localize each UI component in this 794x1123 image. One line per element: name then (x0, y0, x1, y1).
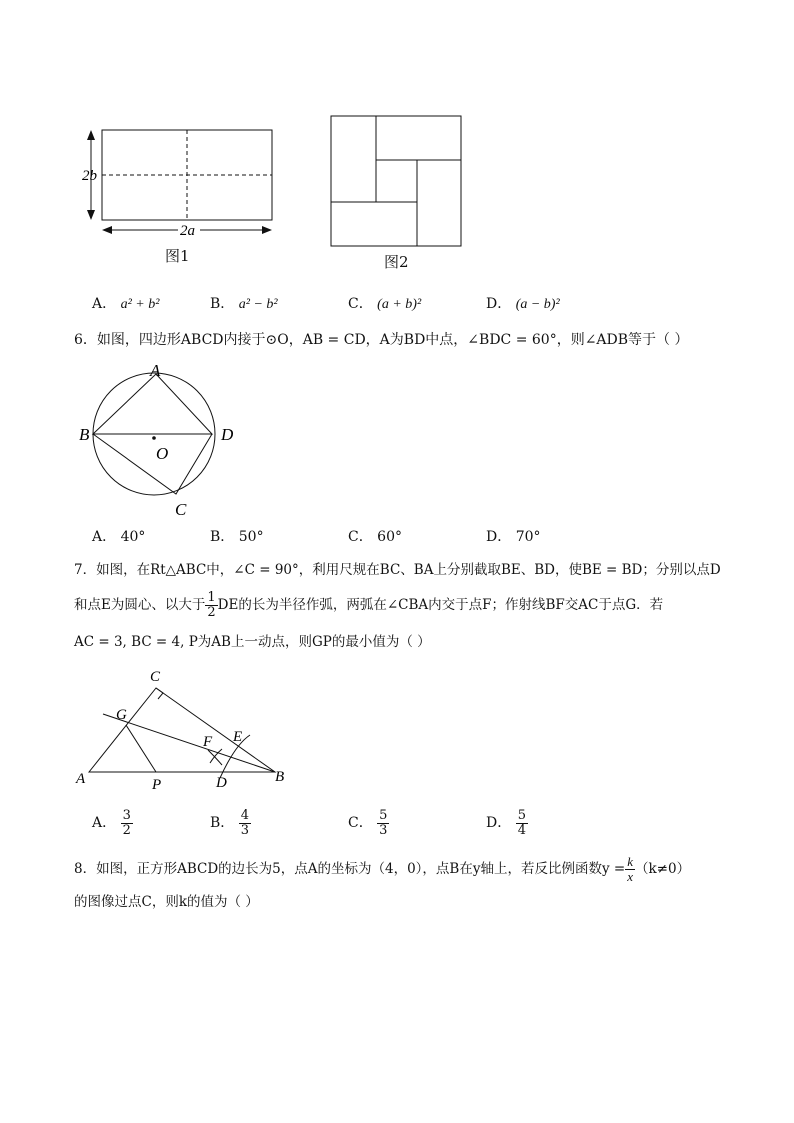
fraction-k-over-x (625, 855, 635, 884)
label-a: A (150, 361, 161, 380)
figure-2 (330, 115, 465, 250)
q7-option-b[interactable] (210, 806, 251, 840)
option-letter: D． (486, 815, 512, 831)
arrow-up-icon (87, 130, 95, 140)
q5-option-d[interactable] (486, 294, 560, 315)
q6-option-d[interactable] (486, 527, 541, 547)
option-fraction (377, 809, 389, 838)
option-text: 70° (515, 529, 541, 545)
option-letter: C． (348, 815, 373, 831)
label-2b: 2b (82, 168, 97, 184)
q7-figure (70, 665, 300, 795)
q8-line-1-part-a: 8．如图，正方形ABCD的边长为5，点A的坐标为（4，0），点B在y轴上，若反比例函数y = (74, 861, 626, 877)
arrow-down-icon (87, 210, 95, 220)
fraction-denominator: 4 (517, 822, 526, 838)
label-b: B (275, 769, 285, 785)
q7-line-2-part-a: 和点E为圆心、以大于 (74, 597, 206, 613)
arrow-right-icon (262, 226, 272, 234)
label-2a: 2a (180, 223, 195, 239)
label-o: O (156, 444, 169, 463)
label-a: A (76, 771, 86, 787)
option-letter: A． (92, 815, 117, 831)
option-text: a² − b² (238, 297, 278, 312)
label-g: G (116, 707, 127, 723)
q8-line-1 (74, 852, 690, 886)
q7-option-d[interactable] (486, 806, 528, 840)
label-c: C (175, 500, 187, 519)
fraction-numerator: k (627, 854, 633, 869)
q6-figure (75, 358, 255, 523)
option-fraction (516, 809, 528, 838)
triangle-abc (89, 688, 275, 772)
option-text: 60° (377, 529, 402, 545)
option-text: (a + b)² (377, 297, 422, 312)
fraction-numerator: 5 (517, 807, 526, 823)
q7-option-a[interactable] (92, 806, 133, 840)
option-letter: B． (210, 529, 235, 545)
q5-option-c[interactable] (348, 294, 421, 315)
option-text: 40° (120, 529, 146, 545)
q8-line-1-part-b: （k≠0） (635, 861, 691, 877)
option-letter: A． (92, 296, 117, 312)
fraction-numerator: 4 (240, 807, 250, 823)
fraction-numerator: 5 (379, 807, 388, 823)
label-c: C (150, 669, 161, 685)
label-p: P (152, 777, 162, 793)
option-fraction (121, 809, 133, 838)
label-e: E (233, 729, 243, 745)
q6-option-c[interactable] (348, 527, 402, 547)
option-letter: D． (486, 296, 512, 312)
q5-option-a[interactable] (92, 294, 159, 315)
q7-line-2-part-b: DE的长为半径作弧，两弧在∠CBA内交于点F；作射线BF交AC于点G．若 (217, 597, 664, 613)
q6-stem: 6．如图，四边形ABCD内接于⊙O，AB = CD，A为BD中点，∠BDC = 60°，则∠ADB等于（ ） (74, 332, 689, 348)
option-letter: C． (348, 529, 373, 545)
option-text: 50° (238, 529, 264, 545)
fraction-numerator: 3 (122, 807, 131, 823)
figure-2-caption: 图2 (384, 253, 409, 271)
option-fraction (239, 809, 251, 838)
q6-option-b[interactable] (210, 527, 264, 547)
center-dot (152, 436, 156, 440)
option-letter: A． (92, 529, 117, 545)
option-letter: B． (210, 296, 235, 312)
arrow-left-icon (102, 226, 112, 234)
q7-figure-svg (70, 665, 300, 795)
q8-line-2: 的图像过点C，则k的值为（ ） (74, 894, 259, 910)
option-letter: C． (348, 296, 373, 312)
segment-gp (126, 725, 156, 772)
label-b: B (79, 425, 90, 444)
ray-bf (103, 714, 275, 772)
q7-line-1: 7．如图，在Rt△ABC中，∠C = 90°，利用尺规在BC、BA上分别截取BE、BD，使BE = BD；分别以点D (74, 562, 721, 578)
option-text: (a − b)² (515, 297, 560, 312)
option-letter: B． (210, 815, 235, 831)
fraction-denominator: 2 (122, 822, 131, 838)
q7-option-c[interactable] (348, 806, 389, 840)
fraction-denominator: 3 (379, 822, 388, 838)
q6-option-a[interactable] (92, 527, 145, 547)
fraction-numerator: 1 (207, 590, 216, 605)
q5-option-b[interactable] (210, 294, 278, 315)
fraction-denominator: 2 (207, 605, 216, 620)
q7-line-3: AC = 3, BC = 4, P为AB上一动点，则GP的最小值为（ ） (74, 634, 431, 650)
triangle-abd (93, 374, 212, 434)
label-d: D (221, 425, 234, 444)
right-angle-mark (156, 688, 163, 699)
label-d: D (216, 775, 227, 791)
fraction-denominator: 3 (240, 822, 250, 838)
option-letter: D． (486, 529, 512, 545)
lines-bc-cd (93, 434, 212, 494)
fraction-denominator: x (627, 869, 633, 884)
fraction-half (205, 591, 217, 620)
q7-line-2 (74, 590, 663, 620)
q6-figure-svg (75, 358, 255, 523)
option-text: a² + b² (120, 297, 160, 312)
label-f: F (203, 734, 213, 750)
figure-2-svg (330, 115, 465, 250)
figure-1-caption: 图1 (165, 247, 190, 265)
